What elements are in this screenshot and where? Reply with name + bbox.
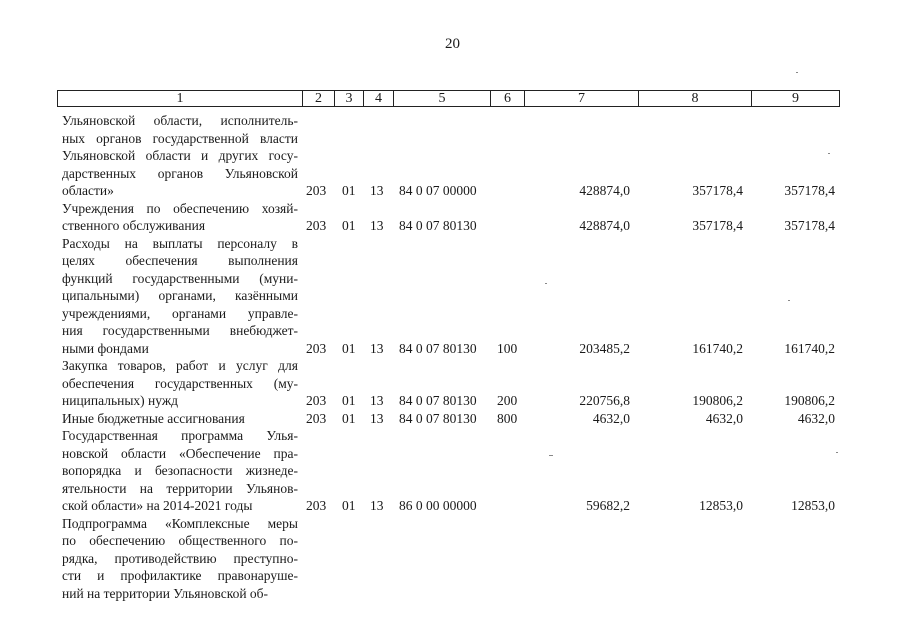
cell-col-3: 01 xyxy=(342,410,356,426)
scan-speck xyxy=(549,455,553,456)
scan-speck xyxy=(545,283,547,284)
header-col-5: 5 xyxy=(393,91,490,106)
table-row xyxy=(0,515,905,603)
row-description xyxy=(62,235,298,358)
header-col-2: 2 xyxy=(302,91,334,106)
description-line: Учреждения по обеспечению хозяй- xyxy=(62,200,298,216)
cell-col-7: 220756,8 xyxy=(579,393,630,408)
row-description xyxy=(62,410,298,428)
description-line: ниципальных) нужд xyxy=(62,393,179,408)
description-line: ципальными) органами, казёнными xyxy=(62,288,298,303)
row-description xyxy=(62,427,298,515)
cell-col-7: 428874,0 xyxy=(579,183,630,198)
scan-speck xyxy=(788,300,790,301)
cell-col-3: 01 xyxy=(342,393,356,408)
description-line: Иные бюджетные ассигнования xyxy=(62,410,245,426)
cell-col-9: 190806,2 xyxy=(784,393,835,408)
cell-col-5: 84 0 07 80130 xyxy=(399,218,477,233)
cell-col-5: 84 0 07 80130 xyxy=(399,410,477,426)
cell-col-7: 428874,0 xyxy=(579,218,630,233)
table-row xyxy=(0,410,905,428)
description-line: рядка, противодействию преступно- xyxy=(62,550,298,566)
cell-col-9: 4632,0 xyxy=(797,410,835,426)
cell-col-5: 84 0 07 80130 xyxy=(399,340,477,356)
description-line: Закупка товаров, работ и услуг для xyxy=(62,358,298,373)
description-line: ния государственными внебюджет- xyxy=(62,323,298,338)
cell-col-4: 13 xyxy=(370,218,384,233)
cell-col-4: 13 xyxy=(370,183,384,198)
description-line: области» xyxy=(62,183,114,198)
cell-col-2: 203 xyxy=(306,498,327,513)
description-line: дарственных органов Ульяновской xyxy=(62,165,298,181)
cell-col-8: 357178,4 xyxy=(692,218,743,233)
row-description xyxy=(62,200,298,235)
cell-col-2: 203 xyxy=(306,183,327,198)
description-line: Государственная программа Улья- xyxy=(62,428,298,443)
scan-speck xyxy=(828,153,830,154)
scan-speck xyxy=(796,72,798,73)
table-row xyxy=(0,112,905,200)
description-line: Ульяновской области и других госу- xyxy=(62,148,298,163)
description-line: вопорядка и безопасности жизнеде- xyxy=(62,463,298,478)
cell-col-2: 203 xyxy=(306,393,327,408)
header-col-4: 4 xyxy=(363,91,393,106)
cell-col-4: 13 xyxy=(370,498,384,513)
description-line: функций государственными (муни- xyxy=(62,270,298,286)
description-line: учреждениями, органами управле- xyxy=(62,305,298,321)
description-line: ными фондами xyxy=(62,340,149,356)
description-line: новской области «Обеспечение пра- xyxy=(62,445,298,461)
cell-col-6: 100 xyxy=(497,340,518,356)
cell-col-4: 13 xyxy=(370,410,384,426)
cell-col-2: 203 xyxy=(306,218,327,233)
cell-col-9: 357178,4 xyxy=(784,183,835,198)
cell-col-3: 01 xyxy=(342,498,356,513)
description-line: Подпрограмма «Комплексные меры xyxy=(62,515,298,531)
cell-col-5: 86 0 00 00000 xyxy=(399,498,477,513)
header-col-7: 7 xyxy=(524,91,638,106)
cell-col-3: 01 xyxy=(342,183,356,198)
description-line: ской области» на 2014-2021 годы xyxy=(62,498,253,513)
table-row xyxy=(0,357,905,410)
table-row xyxy=(0,427,905,515)
cell-col-2: 203 xyxy=(306,340,327,356)
description-line: ний на территории Ульяновской об- xyxy=(62,585,269,601)
header-col-6: 6 xyxy=(490,91,524,106)
row-description xyxy=(62,112,298,200)
description-line: целях обеспечения выполнения xyxy=(62,253,298,268)
row-description xyxy=(62,357,298,410)
cell-col-8: 161740,2 xyxy=(692,340,743,356)
cell-col-4: 13 xyxy=(370,393,384,408)
description-line: ных органов государственной власти xyxy=(62,130,298,146)
cell-col-8: 12853,0 xyxy=(699,498,743,513)
description-line: обеспечения государственных (му- xyxy=(62,375,298,391)
header-col-9: 9 xyxy=(751,91,839,106)
cell-col-9: 357178,4 xyxy=(784,218,835,233)
header-col-3: 3 xyxy=(334,91,363,106)
header-col-8: 8 xyxy=(638,91,751,106)
table-row xyxy=(0,200,905,235)
scan-speck xyxy=(836,452,838,453)
cell-col-7: 4632,0 xyxy=(592,410,630,426)
cell-col-3: 01 xyxy=(342,218,356,233)
description-line: Расходы на выплаты персоналу в xyxy=(62,235,298,251)
description-line: ственного обслуживания xyxy=(62,218,206,233)
cell-col-6: 200 xyxy=(497,393,518,408)
cell-col-7: 59682,2 xyxy=(586,498,630,513)
cell-col-7: 203485,2 xyxy=(579,340,630,356)
cell-col-6: 800 xyxy=(497,410,518,426)
row-description xyxy=(62,515,298,603)
cell-col-8: 357178,4 xyxy=(692,183,743,198)
description-line: Ульяновской области, исполнитель- xyxy=(62,113,298,128)
cell-col-8: 4632,0 xyxy=(705,410,743,426)
cell-col-5: 84 0 07 00000 xyxy=(399,183,477,198)
cell-col-4: 13 xyxy=(370,340,384,356)
cell-col-9: 12853,0 xyxy=(791,498,835,513)
cell-col-5: 84 0 07 80130 xyxy=(399,393,477,408)
cell-col-9: 161740,2 xyxy=(784,340,835,356)
header-col-1: 1 xyxy=(176,91,184,106)
description-line: сти и профилактике правонаруше- xyxy=(62,568,298,583)
description-line: ятельности на территории Ульянов- xyxy=(62,480,298,496)
page-number: 20 xyxy=(445,36,460,52)
table-row xyxy=(0,235,905,358)
cell-col-8: 190806,2 xyxy=(692,393,743,408)
cell-col-3: 01 xyxy=(342,340,356,356)
cell-col-2: 203 xyxy=(306,410,327,426)
description-line: по обеспечению общественного по- xyxy=(62,533,298,548)
